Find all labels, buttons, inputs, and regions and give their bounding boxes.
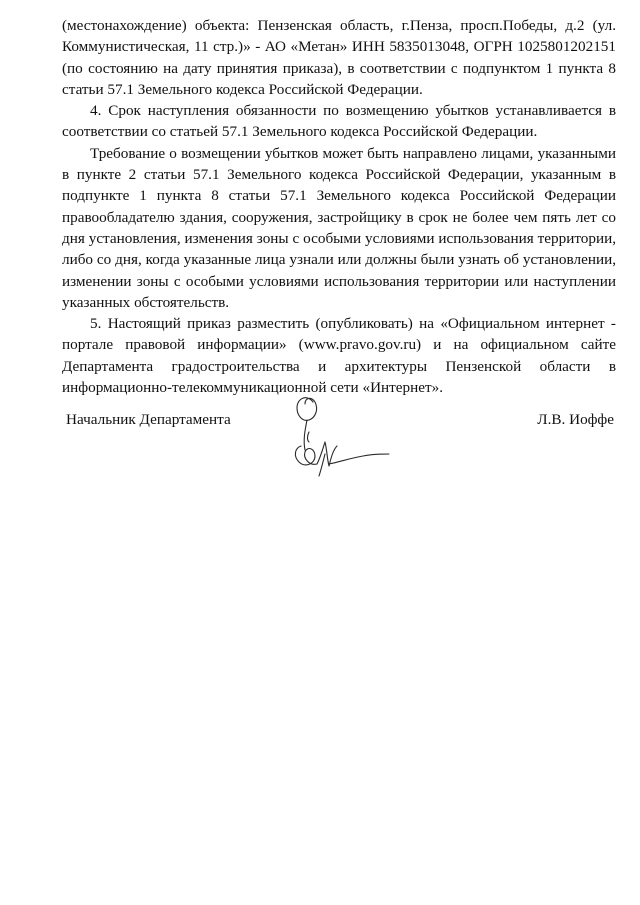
paragraph-location: (местонахождение) объекта: Пензенская область, г.Пенза, просп.Победы, д.2 (ул. Коммунистическая, 11 стр.)» - АО «Метан» ИНН 5835013048, ОГРН 1025801202151 (по состоянию на дату принятия приказа), в соответствии с подпунктом 1 пункта 8 статьи 57.1 Земельного кодекса Российской Федерации. (62, 17, 616, 98)
handwritten-signature (285, 392, 395, 492)
paragraph-item-5: 5. Настоящий приказ разместить (опубликовать) на «Официальном интернет - портале правовой информации» (www.pravo.gov.ru) и на официальном сайте Департамента градостроительства и архитектуры Пензенской области в информационно-телекоммуникационной сети «Интернет». (62, 315, 616, 397)
document-body (62, 15, 616, 398)
paragraph-damages-claim: Требование о возмещении убытков может быть направлено лицами, указанными в пункте 2 статьи 57.1 Земельного кодекса Российской Федерации, указанным в подпункте 1 пункта 8 статьи 57.1 Земельного кодекса Российской Федерации правообладателю здания, сооружения, застройщику в срок не более чем пять лет со дня установления, изменения зоны с особыми условиями использования территории, либо со дня, когда указанные лица узнали или должны были узнать об установлении, изменении зоны с особыми условиями использования территории или наступлении указанных обстоятельств. (62, 144, 616, 311)
signer-name: Л.В. Иоффе (537, 411, 614, 428)
paragraph-item-4: 4. Срок наступления обязанности по возмещению убытков устанавливается в соответствии со статьей 57.1 Земельного кодекса Российской Федерации. (62, 102, 616, 141)
signer-title: Начальник Департамента (66, 411, 231, 428)
